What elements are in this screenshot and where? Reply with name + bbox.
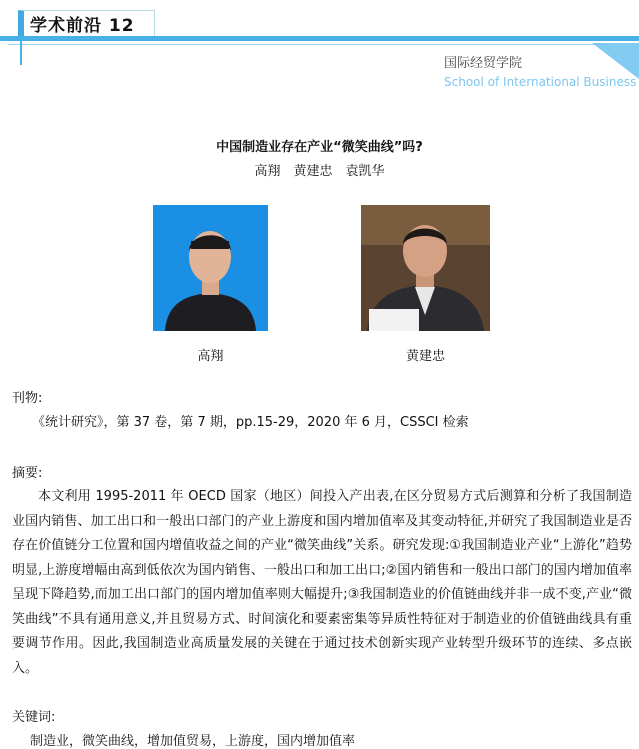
person-silhouette-icon (153, 205, 268, 331)
keywords-label: 关键词: (12, 710, 56, 725)
article-title: 中国制造业存在产业“微笑曲线”吗? (216, 140, 423, 155)
article-authors: 高翔 黄建忠 袁凯华 (254, 164, 385, 179)
header-divider (8, 44, 608, 45)
journal-info: 《统计研究》，第 37 卷，第 7 期，pp.15-29，2020 年 6 月，CSSCI 检索 (32, 415, 469, 430)
header-bar (0, 36, 639, 41)
corner-triangle-decoration (592, 43, 639, 79)
section-title: 学术前沿 12 (30, 16, 135, 36)
header-accent-line (20, 41, 22, 65)
photo-caption-2: 黄建忠 (405, 349, 445, 364)
keywords-text: 制造业，微笑曲线，增加值贸易，上游度，国内增加值率 (30, 734, 356, 749)
author-photo-gao-xiang (153, 205, 268, 331)
author-photo-huang-jianzhong (361, 205, 490, 331)
photo-caption-1: 高翔 (197, 349, 224, 364)
journal-label: 刊物: (12, 391, 43, 406)
school-name-en: School of International Business (444, 75, 637, 89)
school-name-cn: 国际经贸学院 (444, 56, 523, 71)
abstract-label: 摘要: (12, 466, 43, 481)
abstract-text: 本文利用 1995-2011 年 OECD 国家（地区）间投入产出表,在区分贸易方式后测算和分析了我国制造业国内销售、加工出口和一般出口部门的产业上游度和国内增加值率及其变动特征,并研究了我国制造业是否存在价值链分工位置和国内增值收益之间的产业“微笑曲线”关系。研究发现:①我国制造业产业“上游化”趋势明显,上游度增幅由高到低依次为国内销售、一般出口和加工出口;②国内销售和一般出口部门的国内增加值率呈现下降趋势,而加工出口部门的国内增加值率则大幅提升;③我国制造业的价值链曲线并非一成不变,产业“微笑曲线”不具有通用意义,并且贸易方式、时间演化和要素密集等异质性特征对于制造业的价值链曲线具有重要调节作用。因此,我国制造业高质量发展的关键在于通过技术创新实现产业转型升级环节的连续、多点嵌入。 (12, 489, 632, 676)
person-silhouette-icon (361, 205, 490, 331)
